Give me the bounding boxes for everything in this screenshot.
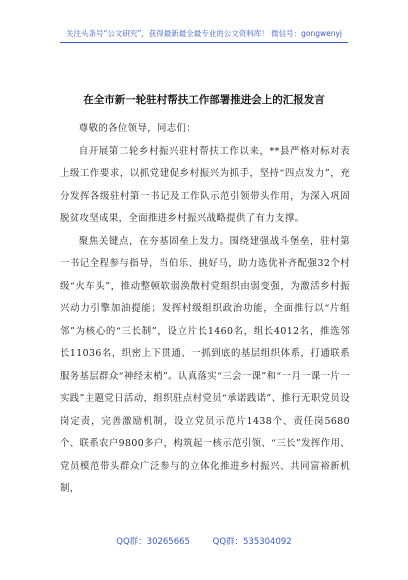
promo-header: 关注头条号“公文研究”，获得最新最全最专业的公文资料库！ 微信号：gongwenyj	[65, 29, 343, 38]
paragraph-1: 自开展第二轮乡村振兴驻村帮扶工作以来，**县严格对标对表上级工作要求，以抓党建促乡村振兴为抓手，坚持“四点发力”，充分发挥各级驻村第一书记及工作队示范引领带头作用，为深入巩固脱贫攻坚成果，全面推进乡村振兴战略提供了有力支撑。	[60, 145, 350, 224]
header-divider	[60, 42, 348, 43]
document-title: 在全市新一轮驻村帮扶工作部署推进会上的汇报发言	[83, 94, 325, 106]
footer	[0, 535, 408, 547]
qq-group-2: QQ群：535304092	[212, 537, 292, 547]
qq-group-1: QQ群：30265665	[116, 537, 190, 547]
document-body	[60, 118, 350, 501]
greeting: 尊敬的各位领导，同志们：	[78, 123, 197, 134]
paragraph-2: 聚焦关键点，在夯基固垒上发力。围绕建强战斗堡垒，驻村第一书记全程参与指导，当伯乐、挑好马，助力选优补齐配强32个村级“火车头”，推动整顿软弱涣散村党组织由弱变强，为激活乡村振兴动力引擎加油提能；发挥村级组织政治功能，全面推行以“片组邻”为核心的“三长制”，设立片长1460名，组长4012名，推选邻长11036名，织密上下贯通、一抓到底的基层组织体系，打通联系服务基层群众“神经末梢”。认真落实“三会一课”和“一月一课一片一实践”主题党日活动，组织驻点村党员“承诺践诺”、推行无职党员设岗定责，完善激励机制，设立党员示范片1438个、责任岗5680个、联系农户9800多户，构筑起一核示范引领、“三长”发挥作用、党员模范带头群众广泛参与的立体化推进乡村振兴、共同富裕新机制，	[60, 235, 350, 494]
